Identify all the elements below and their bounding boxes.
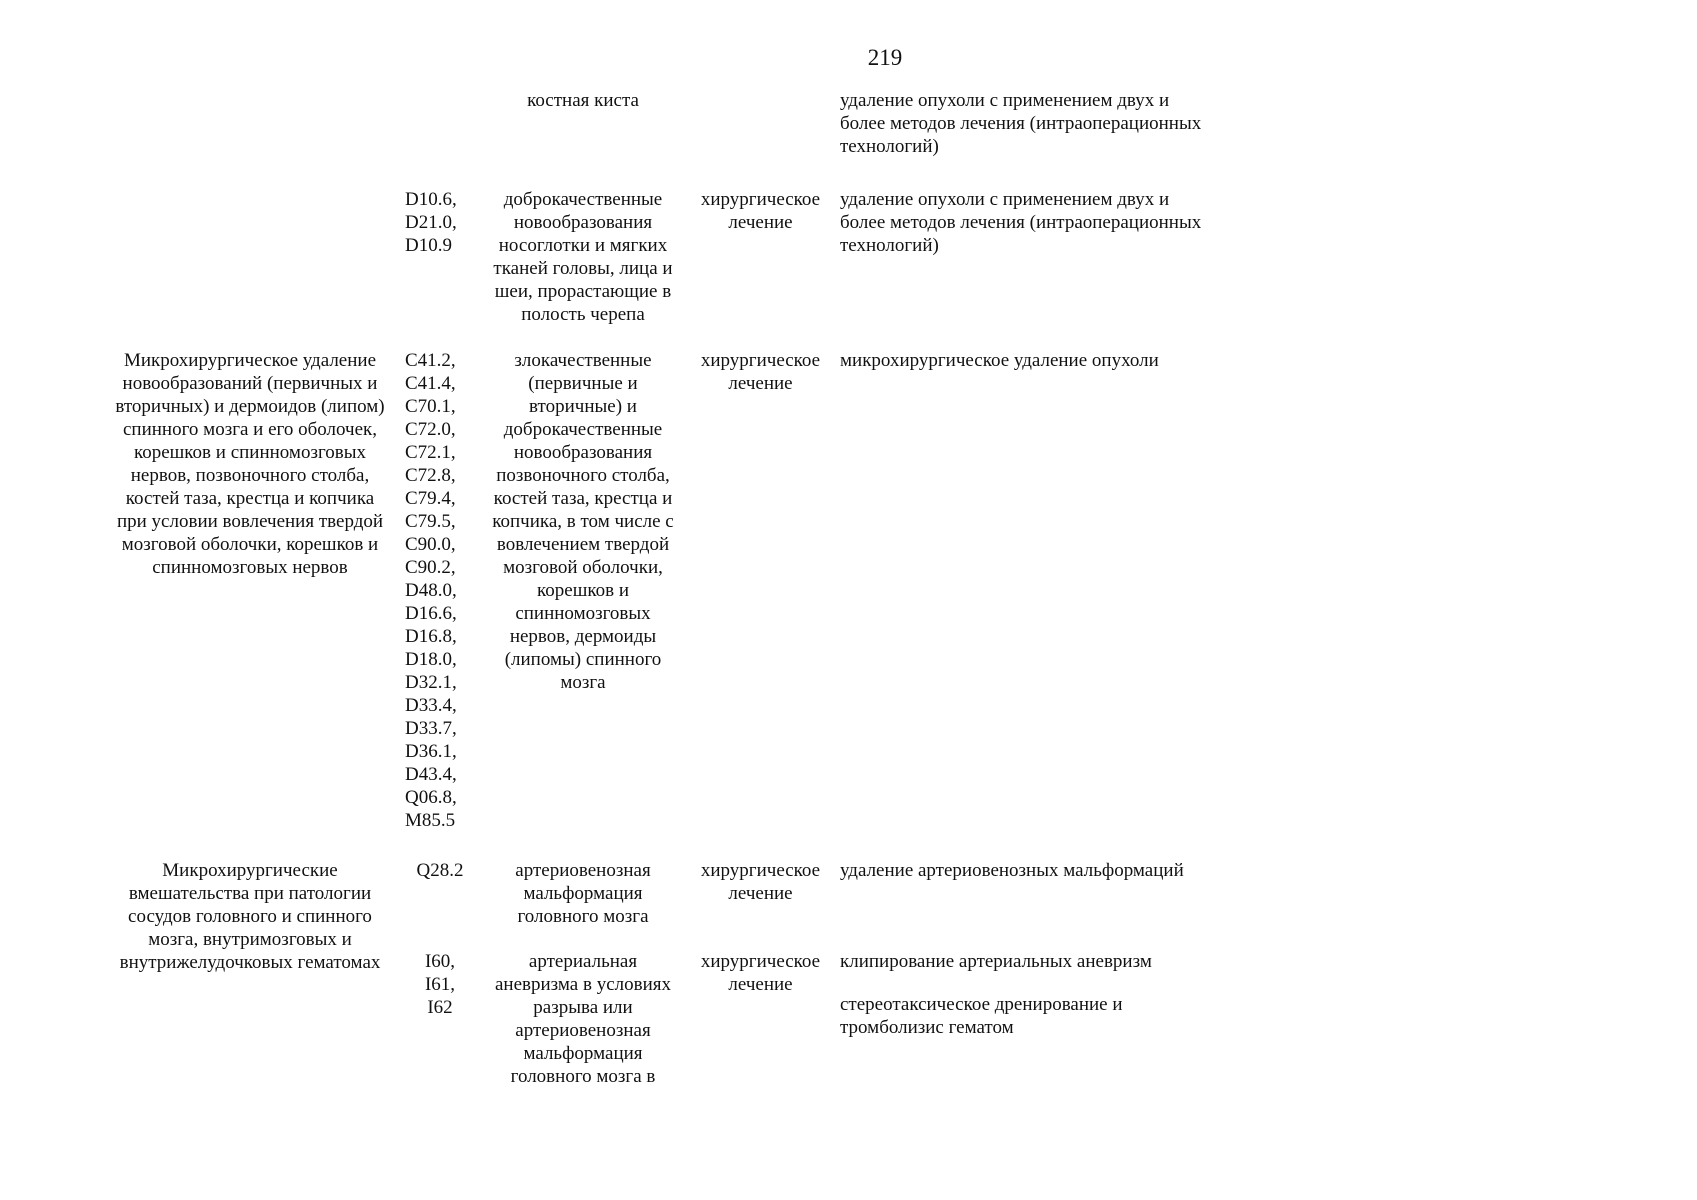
cell-line: хирургическое [700, 860, 821, 881]
cell-line: I62 [427, 997, 453, 1018]
cell-line: вовлечением твердой [496, 534, 670, 555]
cell-line: хирургическое [700, 350, 821, 371]
cell-line: новообразования [513, 212, 653, 233]
cell-line: костная киста [527, 90, 639, 111]
intervention-name-cell [100, 349, 400, 579]
cell-line: C41.4, [405, 373, 456, 394]
method-cell [840, 950, 1400, 973]
cell-line: D33.4, [405, 695, 457, 716]
cell-line: костей таза, крестца и копчика [125, 488, 375, 509]
cell-line: микрохирургическое удаление опухоли [840, 350, 1159, 371]
cell-line: корешков и [537, 580, 629, 601]
treatment-type-cell [693, 349, 828, 395]
cell-line: I60, [424, 951, 456, 972]
cell-line: артериальная [528, 951, 638, 972]
cell-line: разрыва или [533, 997, 633, 1018]
cell-line: удаление опухоли с применением двух и [840, 189, 1170, 210]
cell-line: спинномозговых [515, 603, 651, 624]
treatment-type-cell [693, 188, 828, 234]
cell-line: клипирование артериальных аневризм [840, 951, 1152, 972]
intervention-name-cell [100, 859, 400, 974]
cell-line: C79.5, [405, 511, 456, 532]
cell-line: спинномозговых нервов [152, 557, 348, 578]
method-cell [840, 188, 1400, 257]
cell-line: C79.4, [405, 488, 456, 509]
cell-line: мозга, внутримозговых и [148, 929, 352, 950]
cell-line: C72.8, [405, 465, 456, 486]
cell-line: доброкачественные [503, 419, 663, 440]
cell-line: стереотаксическое дренирование и [840, 994, 1123, 1015]
cell-line: D43.4, [405, 764, 457, 785]
cell-line: (первичные и [528, 373, 638, 394]
cell-line: головного мозга в [510, 1066, 656, 1087]
method-cell [840, 89, 1400, 158]
cell-line: D16.8, [405, 626, 457, 647]
page-number: 219 [867, 45, 903, 70]
cell-line: D18.0, [405, 649, 457, 670]
diagnosis-cell [478, 950, 688, 1088]
cell-line: копчика, в том числе с [492, 511, 674, 532]
cell-line: лечение [728, 373, 793, 394]
cell-line: носоглотки и мягких [498, 235, 668, 256]
cell-line: более методов лечения (интраоперационных [840, 212, 1202, 233]
cell-line: злокачественные [514, 350, 652, 371]
cell-line: C70.1, [405, 396, 456, 417]
cell-line: D21.0, [405, 212, 457, 233]
cell-line: тромболизис гематом [840, 1017, 1014, 1038]
cell-line: технологий) [840, 136, 939, 157]
cell-line: технологий) [840, 235, 939, 256]
cell-line: вмешательства при патологии [128, 883, 372, 904]
icd-code-cell [405, 950, 475, 1019]
cell-line: C41.2, [405, 350, 456, 371]
cell-line: артериовенозная [515, 860, 651, 881]
diagnosis-cell [478, 188, 688, 326]
cell-line: тканей головы, лица и [493, 258, 673, 279]
treatment-type-cell [693, 950, 828, 996]
cell-line: мальформация [523, 1043, 643, 1064]
cell-line: головного мозга [517, 906, 649, 927]
cell-line: лечение [728, 974, 793, 995]
cell-line: позвоночного столба, [496, 465, 670, 486]
cell-line: вторичных) и дермоидов (липом) [115, 396, 385, 417]
cell-line: Q28.2 [416, 860, 464, 881]
cell-line: D32.1, [405, 672, 457, 693]
cell-line: нервов, позвоночного столба, [130, 465, 370, 486]
diagnosis-cell [478, 859, 688, 928]
cell-line: новообразования [513, 442, 653, 463]
cell-line: Q06.8, [405, 787, 457, 808]
method-cell [840, 993, 1400, 1039]
cell-line: лечение [728, 883, 793, 904]
cell-line: аневризма в условиях [494, 974, 671, 995]
cell-line: D10.9 [405, 235, 452, 256]
cell-line: доброкачественные [503, 189, 663, 210]
icd-code-cell [405, 349, 475, 832]
diagnosis-cell [478, 89, 688, 112]
cell-line: Микрохирургическое удаление [123, 350, 377, 371]
cell-line: мальформация [523, 883, 643, 904]
cell-line: шеи, прорастающие в [494, 281, 672, 302]
cell-line: хирургическое [700, 189, 821, 210]
cell-line: при условии вовлечения твердой [116, 511, 384, 532]
diagnosis-cell [478, 349, 688, 694]
cell-line: корешков и спинномозговых [133, 442, 367, 463]
cell-line: хирургическое [700, 951, 821, 972]
cell-line: D48.0, [405, 580, 457, 601]
cell-line: I61, [424, 974, 456, 995]
cell-line: Микрохирургические [162, 860, 338, 881]
cell-line: удаление артериовенозных мальформаций [840, 860, 1184, 881]
cell-line: D10.6, [405, 189, 457, 210]
cell-line: мозговой оболочки, корешков и [121, 534, 379, 555]
icd-code-cell [405, 188, 475, 257]
cell-line: D36.1, [405, 741, 457, 762]
cell-line: D33.7, [405, 718, 457, 739]
cell-line: внутрижелудочковых гематомах [119, 952, 381, 973]
cell-line: C72.0, [405, 419, 456, 440]
cell-line: нервов, дермоиды [509, 626, 657, 647]
cell-line: спинного мозга и его оболочек, [123, 419, 377, 440]
treatment-type-cell [693, 859, 828, 905]
cell-line: сосудов головного и спинного [128, 906, 372, 927]
cell-line: D16.6, [405, 603, 457, 624]
cell-line: (липомы) спинного [504, 649, 662, 670]
cell-line: костей таза, крестца и [493, 488, 673, 509]
cell-line: артериовенозная [515, 1020, 651, 1041]
cell-line: полость черепа [521, 304, 645, 325]
method-cell [840, 349, 1400, 372]
cell-line: вторичные) и [529, 396, 637, 417]
cell-line: лечение [728, 212, 793, 233]
cell-line: C90.2, [405, 557, 456, 578]
cell-line: C72.1, [405, 442, 456, 463]
method-cell [840, 859, 1400, 882]
icd-code-cell [405, 859, 475, 882]
cell-line: мозга [560, 672, 606, 693]
cell-line: новообразований (первичных и [122, 373, 378, 394]
cell-line: удаление опухоли с применением двух и [840, 90, 1170, 111]
cell-line: M85.5 [405, 810, 456, 831]
cell-line: мозговой оболочки, [503, 557, 663, 578]
cell-line: C90.0, [405, 534, 456, 555]
cell-line: более методов лечения (интраоперационных [840, 113, 1202, 134]
